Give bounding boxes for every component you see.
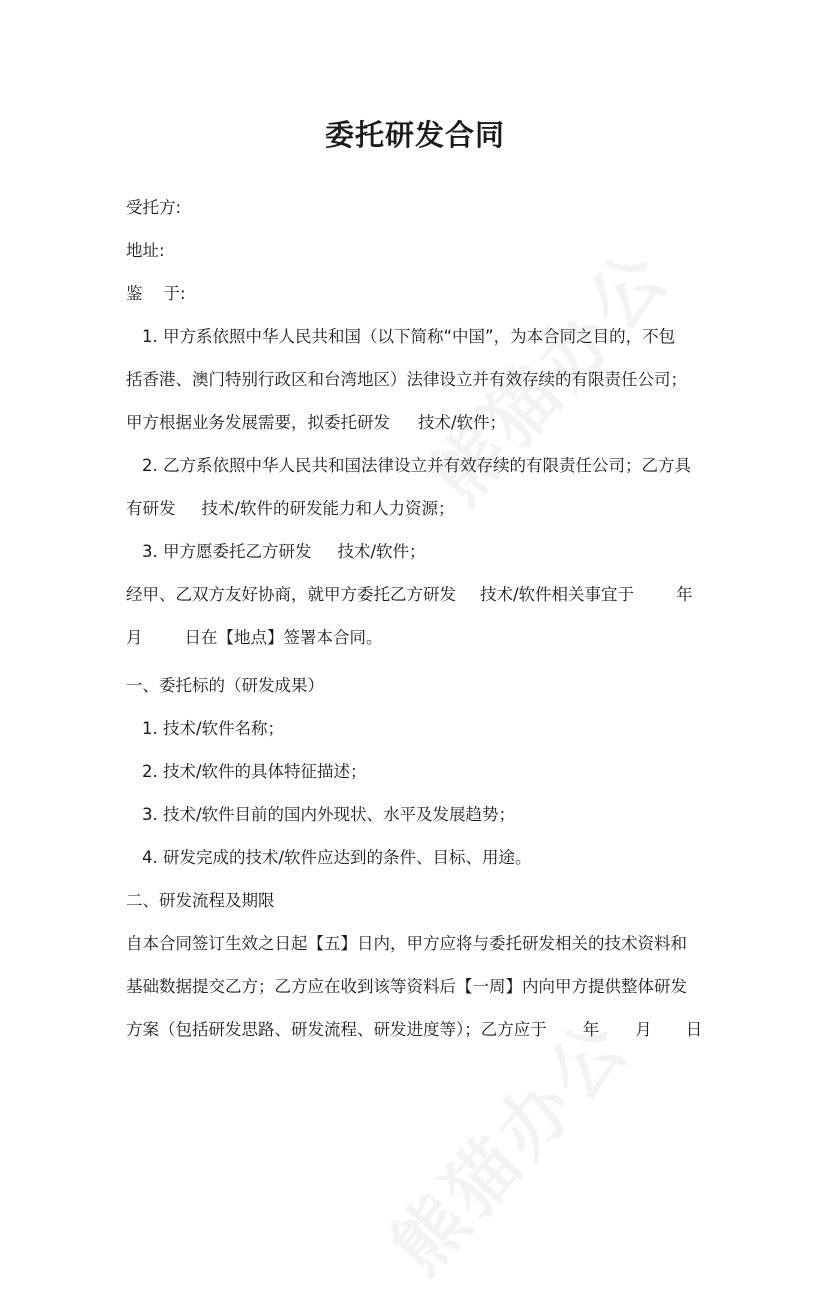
whereas-line: 鉴 于: xyxy=(126,284,186,303)
section-2-year: 年 xyxy=(582,1020,600,1039)
party-b-line: 受托方: xyxy=(126,198,182,217)
agreement-year: 年 xyxy=(676,585,693,604)
recital-3-text-post: 技术/软件； xyxy=(337,542,426,561)
recital-2-line-1: 2. 乙方系依照中华人民共和国法律设立并有效存续的有限责任公司；乙方具 xyxy=(142,456,691,475)
section-2-heading: 二、研发流程及期限 xyxy=(126,891,275,910)
section-2-month: 月 xyxy=(635,1020,652,1039)
agreement-line-2 xyxy=(126,626,726,650)
recital-3-line xyxy=(142,540,742,564)
document-title: 委托研发合同 xyxy=(324,118,505,152)
section-2-line-3 xyxy=(126,1018,726,1042)
section-1-heading: 一、委托标的（研发成果） xyxy=(126,676,324,695)
address-line: 地址: xyxy=(126,241,165,260)
section-1-item: 4. 研发完成的技术/软件应达到的条件、目标、用途。 xyxy=(142,848,532,867)
recital-2-text-post: 技术/软件的研发能力和人力资源； xyxy=(201,499,455,518)
recital-1-text-pre: 甲方根据业务发展需要，拟委托研发 xyxy=(126,413,390,432)
recital-1-line-1: 1. 甲方系依照中华人民共和国（以下简称“中国”，为本合同之目的，不包 xyxy=(142,327,676,346)
recital-3-text-pre: 3. 甲方愿委托乙方研发 xyxy=(142,542,312,561)
recital-1-line-3 xyxy=(126,411,726,435)
section-1-item: 1. 技术/软件名称； xyxy=(142,719,285,738)
recital-1-text-post: 技术/软件； xyxy=(418,413,507,432)
section-2-line-2: 基础数据提交乙方；乙方应在收到该等资料后【一周】内向甲方提供整体研发 xyxy=(126,977,687,996)
section-1-item: 3. 技术/软件目前的国内外现状、水平及发展趋势； xyxy=(142,805,516,824)
section-2-line-1: 自本合同签订生效之日起【五】日内，甲方应将与委托研发相关的技术资料和 xyxy=(126,934,687,953)
agreement-line-1 xyxy=(126,583,726,607)
section-2-text-pre: 方案（包括研发思路、研发流程、研发进度等）；乙方应于 xyxy=(126,1020,547,1039)
recital-2-line-2 xyxy=(126,497,726,521)
agreement-text-pre: 经甲、乙双方友好协商，就甲方委托乙方研发 xyxy=(126,585,456,604)
section-1-item: 2. 技术/软件的具体特征描述； xyxy=(142,762,367,781)
agreement-month: 月 xyxy=(126,628,143,647)
section-2-day: 日 xyxy=(685,1020,703,1039)
recital-2-text-pre: 有研发 xyxy=(126,499,176,518)
recital-1-line-2: 括香港、澳门特别行政区和台湾地区）法律设立并有效存续的有限责任公司； xyxy=(126,370,687,389)
agreement-text-post: 日在【地点】签署本合同。 xyxy=(184,628,383,647)
agreement-text-mid: 技术/软件相关事宜于 xyxy=(480,585,635,604)
